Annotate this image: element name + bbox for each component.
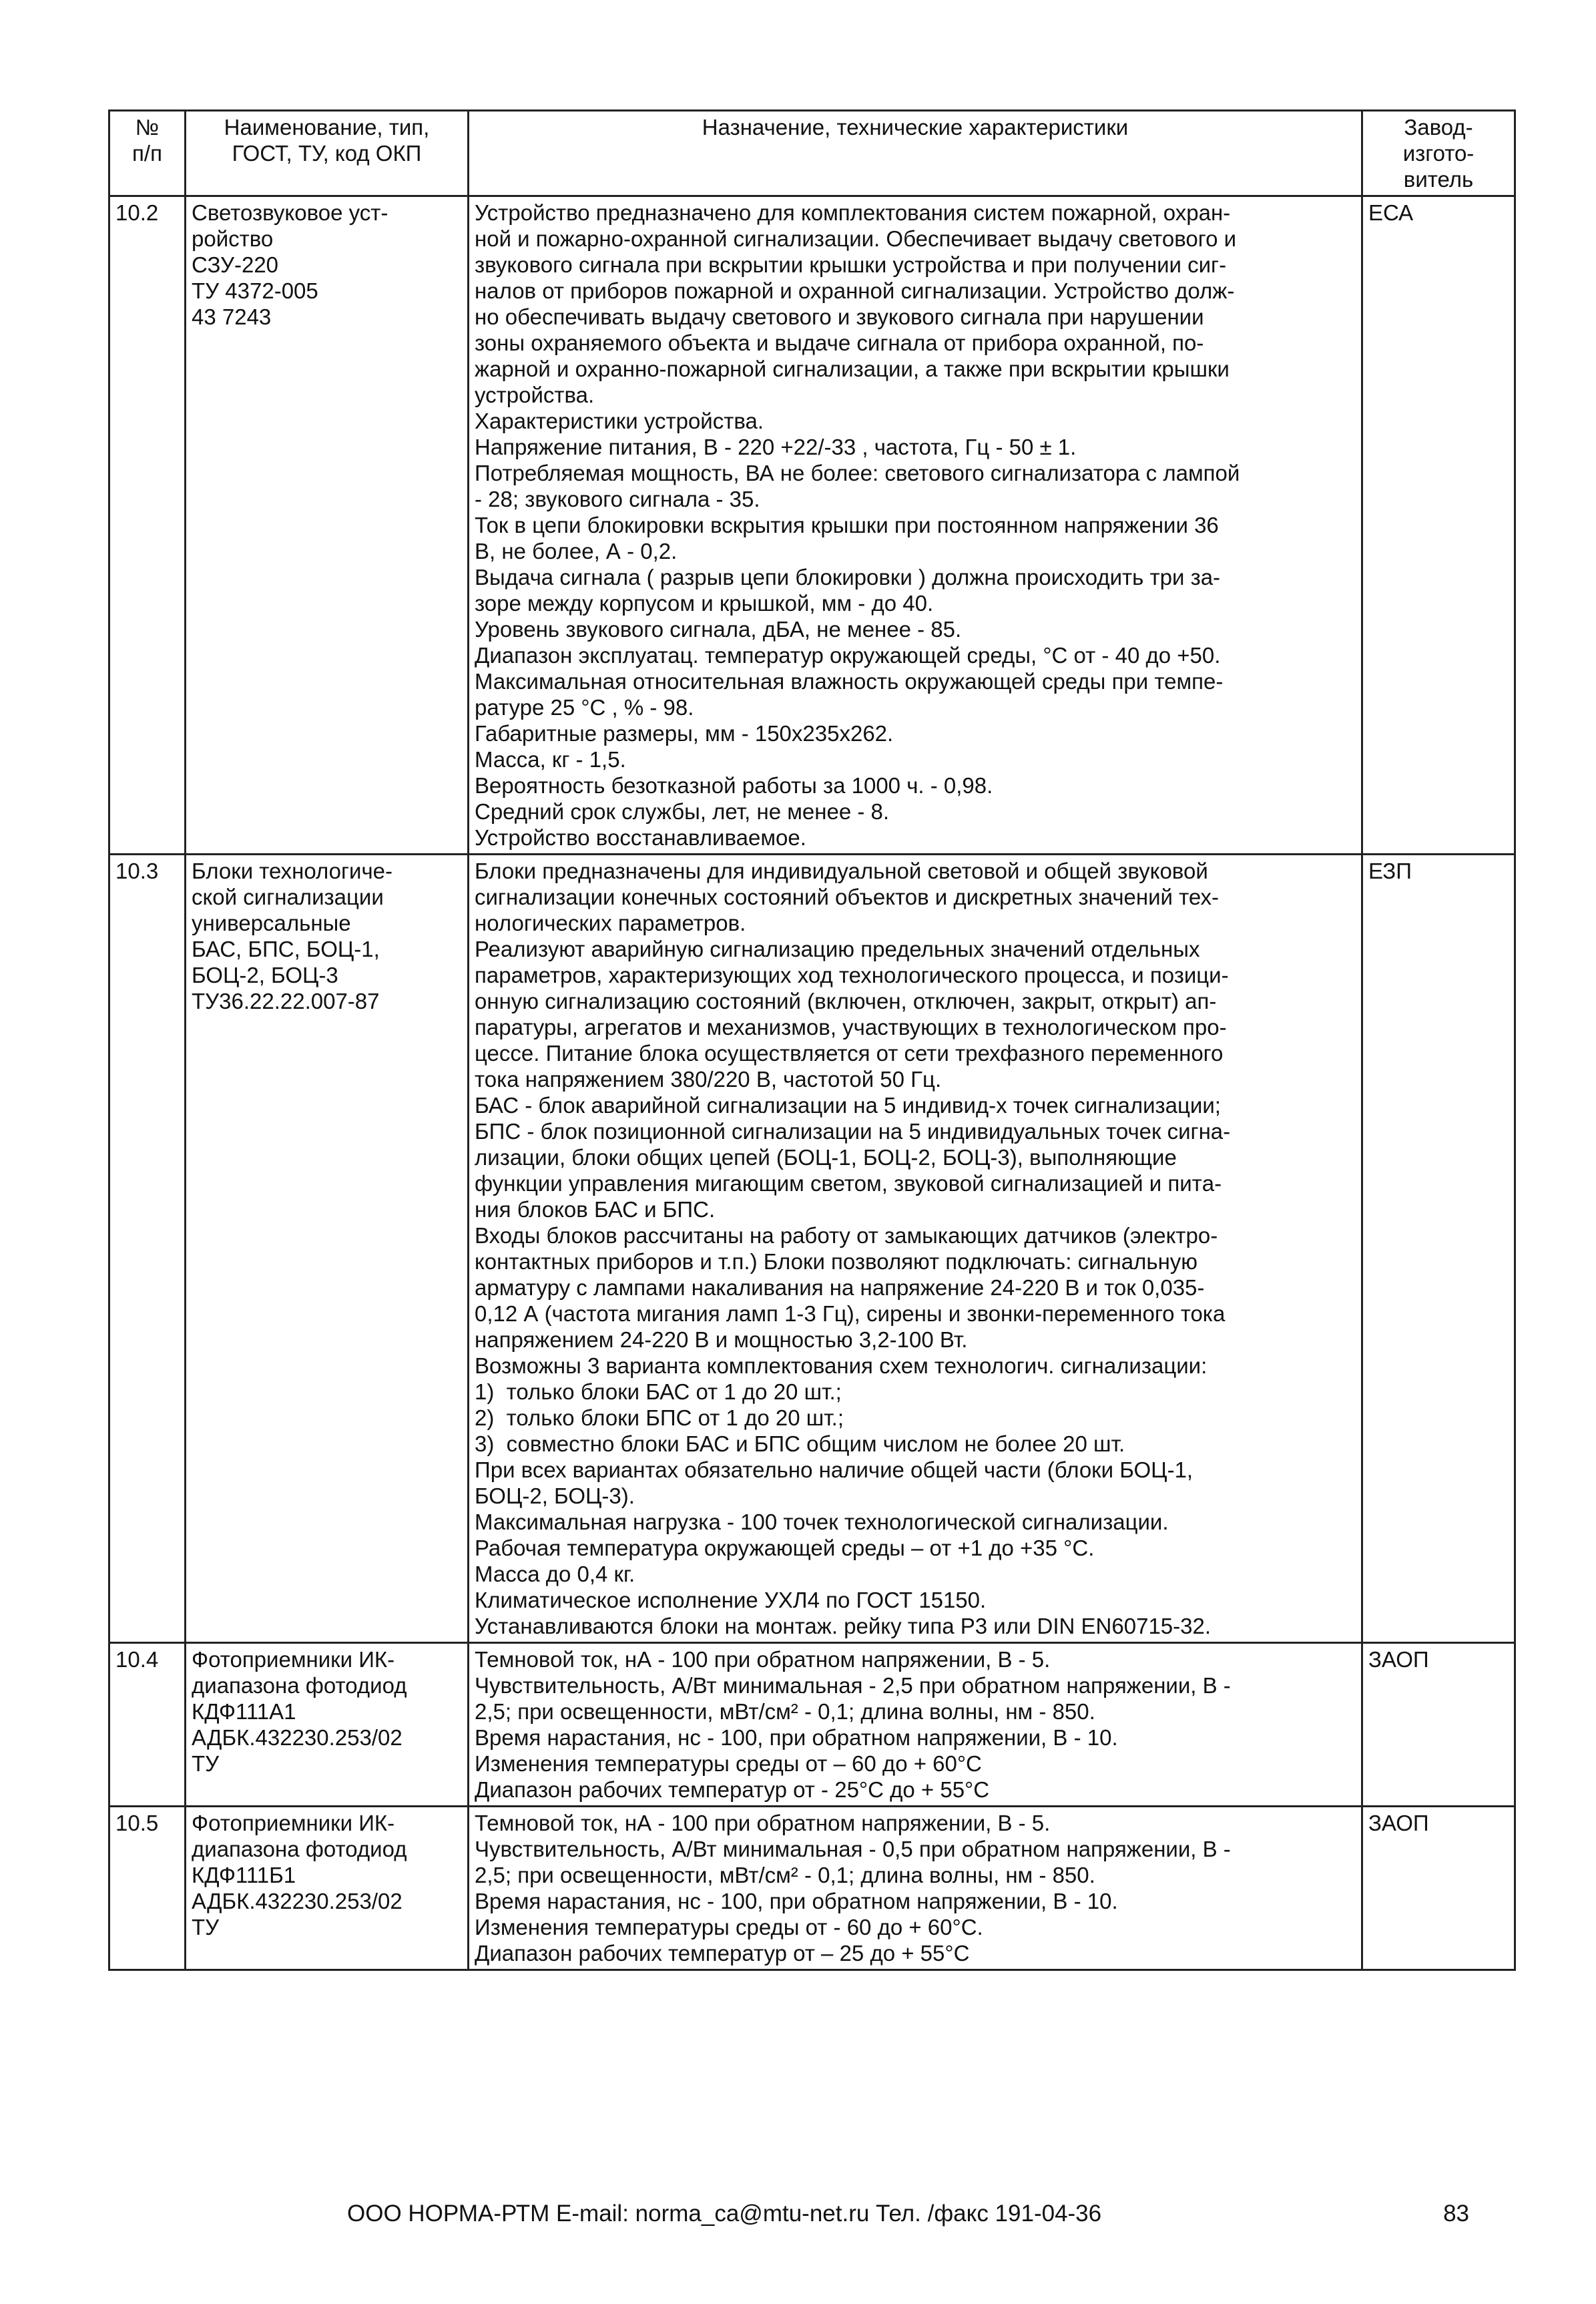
name-line: Фотоприемники ИК- — [192, 1647, 395, 1672]
description-line: Максимальная нагрузка - 100 точек технологической сигнализации. — [475, 1510, 1169, 1534]
description-line: Диапазон рабочих температур от - 25°С до + 55°С — [475, 1777, 990, 1802]
description-line: Средний срок службы, лет, не менее - 8. — [475, 799, 890, 824]
description-line: Устройство восстанавливаемое. — [475, 825, 806, 850]
page-footer — [0, 2201, 1596, 2241]
description-line: Характеристики устройства. — [475, 409, 764, 433]
description-line: контактных приборов и т.п.) Блоки позволяют подключать: сигнальную — [475, 1249, 1198, 1274]
description-line: зоре между корпусом и крышкой, мм - до 40. — [475, 591, 934, 616]
name-line: ской сигнализации — [192, 885, 384, 909]
row-number: 10.4 — [109, 1643, 186, 1807]
description-line: БОЦ-2, БОЦ-3). — [475, 1483, 635, 1508]
row-description — [469, 1807, 1362, 1970]
description-line: БАС - блок аварийной сигнализации на 5 индивид-х точек сигнализации; — [475, 1093, 1221, 1118]
description-line: 1) только блоки БАС от 1 до 20 шт.; — [475, 1379, 842, 1404]
description-line: Изменения температуры среды от - 60 до + 60°С. — [475, 1915, 983, 1939]
name-line: Фотоприемники ИК- — [192, 1811, 395, 1835]
description-line: тока напряжением 380/220 В, частотой 50 Гц. — [475, 1067, 942, 1092]
description-line: - 28; звукового сигнала - 35. — [475, 487, 760, 511]
description-line: Чувствительность, А/Вт минимальная - 2,5 при обратном напряжении, В - — [475, 1673, 1231, 1698]
description-line: БПС - блок позиционной сигнализации на 5 индивидуальных точек сигна- — [475, 1119, 1231, 1144]
description-line: налов от приборов пожарной и охранной сигнализации. Устройство долж- — [475, 278, 1235, 303]
description-line: Диапазон рабочих температур от – 25 до + 55°С — [475, 1941, 970, 1966]
name-line: КДФ111Б1 — [192, 1863, 296, 1887]
description-line: паратуры, агрегатов и механизмов, участвующих в технологическом про- — [475, 1015, 1227, 1040]
description-line: цессе. Питание блока осуществляется от сети трехфазного переменного — [475, 1041, 1224, 1066]
header-manufacturer: Завод- изгото- витель — [1362, 111, 1515, 196]
table-row — [109, 1807, 1515, 1970]
description-line: онную сигнализацию состояний (включен, отключен, закрыт, открыт) ап- — [475, 989, 1217, 1013]
description-line: 2,5; при освещенности, мВт/см² - 0,1; длина волны, нм - 850. — [475, 1863, 1095, 1887]
description-line: Изменения температуры среды от – 60 до + 60°С — [475, 1751, 982, 1776]
description-line: сигнализации конечных состояний объектов и дискретных значений тех- — [475, 885, 1220, 909]
description-line: устройства. — [475, 383, 595, 407]
description-line: Ток в цепи блокировки вскрытия крышки при постоянном напряжении 36 — [475, 513, 1219, 537]
name-line: 43 7243 — [192, 304, 272, 329]
row-description — [469, 196, 1362, 855]
name-line: Блоки технологиче- — [192, 859, 393, 883]
page-number: 83 — [1443, 2201, 1469, 2227]
row-manufacturer: ЗАОП — [1362, 1643, 1515, 1807]
row-name — [186, 855, 469, 1643]
description-line: жарной и охранно-пожарной сигнализации, а также при вскрытии крышки — [475, 357, 1230, 381]
description-line: зоны охраняемого объекта и выдаче сигнала от прибора охранной, по- — [475, 330, 1204, 355]
description-line: 2,5; при освещенности, мВт/см² - 0,1; длина волны, нм - 850. — [475, 1699, 1095, 1724]
table-row — [109, 855, 1515, 1643]
table-header-row — [109, 111, 1515, 196]
name-line: ройство — [192, 226, 274, 251]
description-line: Темновой ток, нА - 100 при обратном напряжении, В - 5. — [475, 1647, 1051, 1672]
description-line: Реализуют аварийную сигнализацию предельных значений отдельных — [475, 937, 1200, 961]
name-line: ТУ — [192, 1751, 220, 1776]
description-line: В, не более, А - 0,2. — [475, 539, 678, 563]
description-line: Время нарастания, нс - 100, при обратном напряжении, В - 10. — [475, 1889, 1118, 1913]
table-row — [109, 1643, 1515, 1807]
row-number: 10.3 — [109, 855, 186, 1643]
description-line: Устанавливаются блоки на монтаж. рейку типа Р3 или DIN EN60715-32. — [475, 1614, 1212, 1638]
description-line: напряжением 24-220 В и мощностью 3,2-100 Вт. — [475, 1327, 968, 1352]
description-line: Чувствительность, А/Вт минимальная - 0,5 при обратном напряжении, В - — [475, 1837, 1231, 1861]
description-line: Климатическое исполнение УХЛ4 по ГОСТ 15150. — [475, 1588, 987, 1612]
description-line: Возможны 3 варианта комплектования схем технологич. сигнализации: — [475, 1353, 1208, 1378]
description-line: арматуру с лампами накаливания на напряжение 24-220 В и ток 0,035- — [475, 1275, 1205, 1300]
row-number: 10.2 — [109, 196, 186, 855]
description-line: Входы блоков рассчитаны на работу от замыкающих датчиков (электро- — [475, 1223, 1218, 1248]
row-description — [469, 1643, 1362, 1807]
description-line: ния блоков БАС и БПС. — [475, 1197, 716, 1222]
name-line: ТУ — [192, 1915, 220, 1939]
row-name — [186, 196, 469, 855]
row-name — [186, 1807, 469, 1970]
header-number: № п/п — [109, 111, 186, 196]
name-line: БАС, БПС, БОЦ-1, — [192, 937, 380, 961]
description-line: При всех вариантах обязательно наличие общей части (блоки БОЦ-1, — [475, 1457, 1193, 1482]
description-line: Потребляемая мощность, ВА не более: светового сигнализатора с лампой — [475, 461, 1240, 485]
description-line: звукового сигнала при вскрытии крышки устройства и при получении сиг- — [475, 252, 1227, 277]
description-line: Время нарастания, нс - 100, при обратном напряжении, В - 10. — [475, 1725, 1118, 1750]
description-line: Масса, кг - 1,5. — [475, 747, 626, 772]
name-line: ТУ36.22.22.007-87 — [192, 989, 380, 1013]
description-line: ратуре 25 °С , % - 98. — [475, 695, 694, 720]
footer-contact: ООО НОРМА-РТМ E-mail: norma_ca@mtu-net.ru Тел. /факс 191-04-36 — [347, 2201, 1102, 2227]
header-purpose: Назначение, технические характеристики — [469, 111, 1362, 196]
name-line: АДБК.432230.253/02 — [192, 1725, 403, 1750]
description-line: Блоки предназначены для индивидуальной световой и общей звуковой — [475, 859, 1208, 883]
description-line: параметров, характеризующих ход технологического процесса, и позици- — [475, 963, 1229, 987]
description-line: но обеспечивать выдачу светового и звукового сигнала при нарушении — [475, 304, 1204, 329]
row-description — [469, 855, 1362, 1643]
description-line: Рабочая температура окружающей среды – от +1 до +35 °С. — [475, 1536, 1095, 1560]
name-line: СЗУ-220 — [192, 252, 279, 277]
description-line: Напряжение питания, В - 220 +22/-33 , частота, Гц - 50 ± 1. — [475, 435, 1077, 459]
description-line: лизации, блоки общих цепей (БОЦ-1, БОЦ-2, БОЦ-3), выполняющие — [475, 1145, 1177, 1170]
description-line: ной и пожарно-охранной сигнализации. Обеспечивает выдачу светового и — [475, 226, 1237, 251]
row-number: 10.5 — [109, 1807, 186, 1970]
description-line: Диапазон эксплуатац. температур окружающей среды, °С от - 40 до +50. — [475, 643, 1221, 668]
description-line: нологических параметров. — [475, 911, 746, 935]
row-manufacturer: ЕСА — [1362, 196, 1515, 855]
description-line: Устройство предназначено для комплектования систем пожарной, охран- — [475, 200, 1231, 225]
description-line: Выдача сигнала ( разрыв цепи блокировки ) должна происходить три за- — [475, 565, 1221, 590]
header-name: Наименование, тип, ГОСТ, ТУ, код ОКП — [186, 111, 469, 196]
description-line: Масса до 0,4 кг. — [475, 1562, 635, 1586]
name-line: БОЦ-2, БОЦ-3 — [192, 963, 338, 987]
row-manufacturer: ЕЗП — [1362, 855, 1515, 1643]
description-line: Максимальная относительная влажность окружающей среды при темпе- — [475, 669, 1224, 694]
row-manufacturer: ЗАОП — [1362, 1807, 1515, 1970]
description-line: 2) только блоки БПС от 1 до 20 шт.; — [475, 1405, 844, 1430]
description-line: 0,12 А (частота мигания ламп 1-3 Гц), сирены и звонки-переменного тока — [475, 1301, 1226, 1326]
name-line: диапазона фотодиод — [192, 1837, 407, 1861]
name-line: ТУ 4372-005 — [192, 278, 318, 303]
name-line: Светозвуковое уст- — [192, 200, 388, 225]
description-line: Габаритные размеры, мм - 150х235х262. — [475, 721, 894, 746]
name-line: диапазона фотодиод — [192, 1673, 407, 1698]
name-line: АДБК.432230.253/02 — [192, 1889, 403, 1913]
description-line: Уровень звукового сигнала, дБА, не менее - 85. — [475, 617, 962, 642]
row-name — [186, 1643, 469, 1807]
table-row — [109, 196, 1515, 855]
name-line: КДФ111А1 — [192, 1699, 296, 1724]
description-line: Темновой ток, нА - 100 при обратном напряжении, В - 5. — [475, 1811, 1051, 1835]
table-body — [109, 196, 1515, 1970]
description-line: 3) совместно блоки БАС и БПС общим числом не более 20 шт. — [475, 1431, 1125, 1456]
name-line: универсальные — [192, 911, 351, 935]
description-line: функции управления мигающим светом, звуковой сигнализацией и питa- — [475, 1171, 1222, 1196]
description-line: Вероятность безотказной работы за 1000 ч. - 0,98. — [475, 773, 993, 798]
equipment-table — [108, 109, 1516, 1971]
